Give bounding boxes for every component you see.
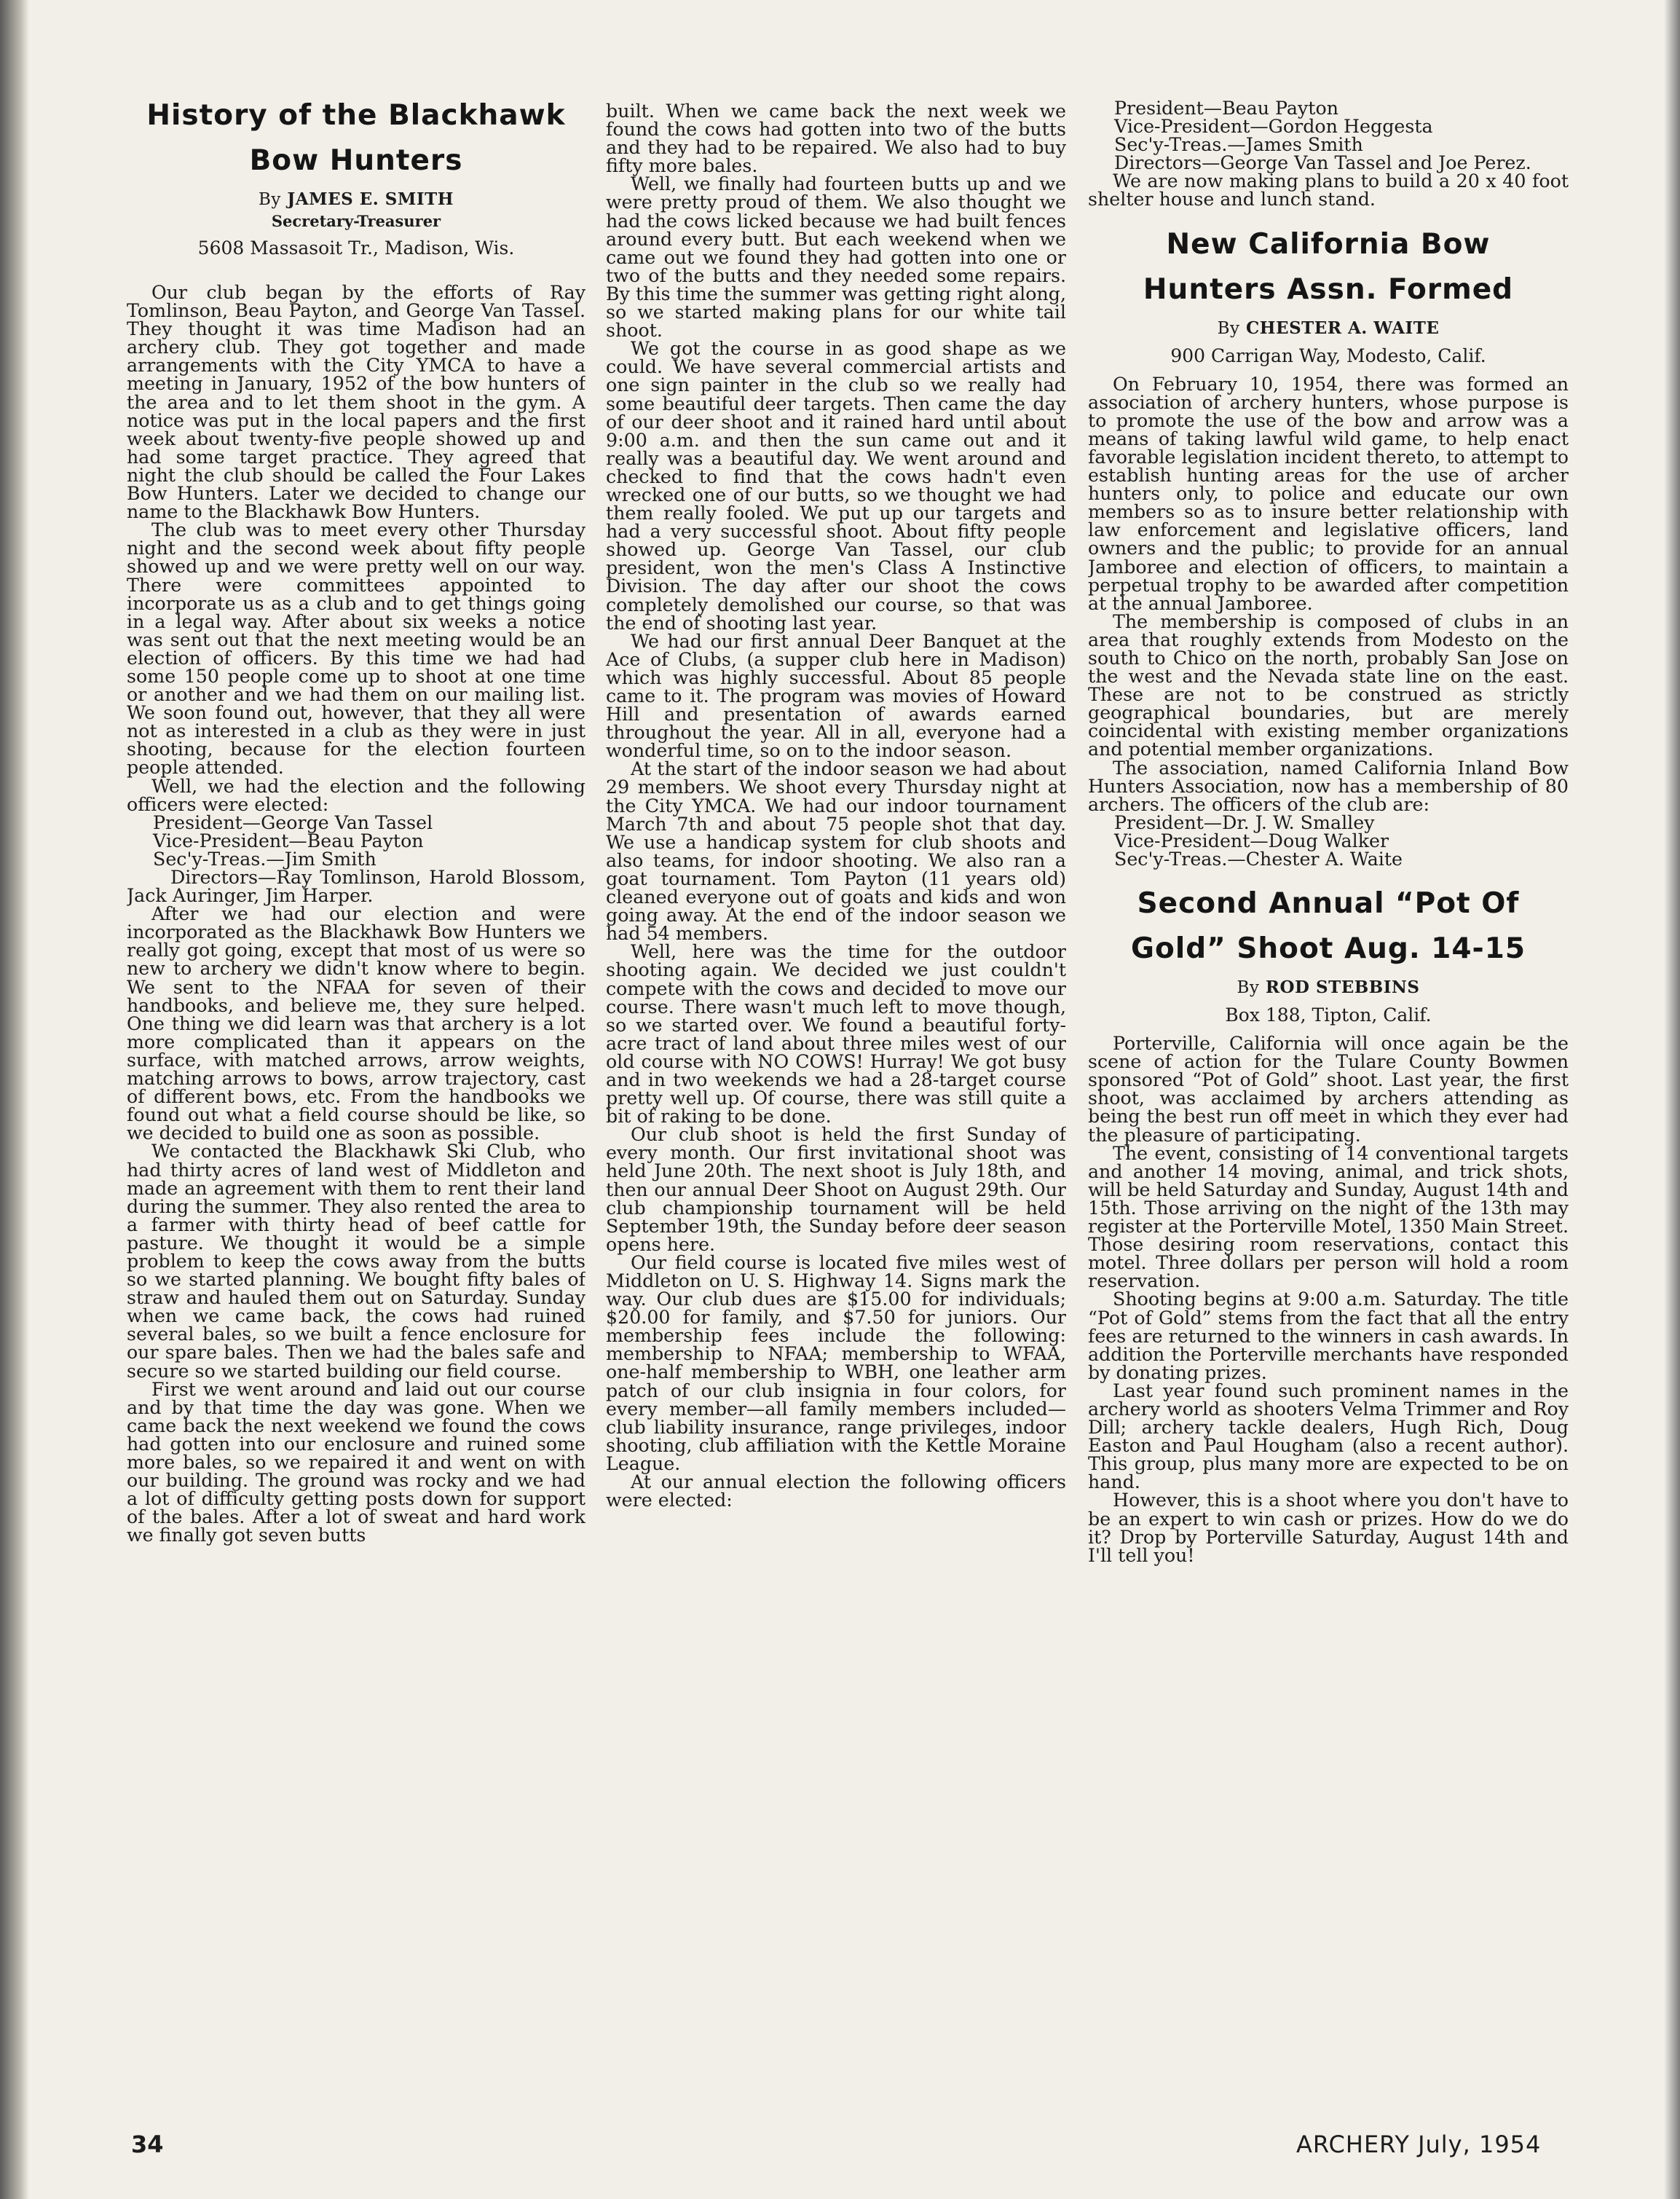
- article-1-address: 5608 Massasoit Tr., Madison, Wis.: [197, 237, 515, 259]
- paragraph: Well, we had the election and the following officers were elected:: [127, 775, 585, 815]
- paragraph: However, this is a shoot where you don't have to be an expert to win cash or prizes. How do we do it? Drop by Porterville Saturday, August 14th and I'll tell you!: [1088, 1490, 1569, 1566]
- article-3-author: ROD STEBBINS: [1265, 977, 1420, 998]
- paragraph: First we went around and laid out our course and by that time the day was gone. When we came back the next weekend we found the cows had gotten into our enclosure and ruined some more bales, so we repaired it and went on with our building. The ground was rocky and we had a lot of difficulty getting posts down for support of the bales. After a lot of sweat and hard work we finally got seven butts: [127, 1378, 585, 1546]
- article-1-title: History of the Blackhawk Bow Hunters: [146, 99, 566, 177]
- page-number: 34: [131, 2131, 164, 2158]
- article-3-byline: [1088, 977, 1569, 997]
- paragraph: Our field course is located five miles west of Middleton on U. S. Highway 14. Signs mark the way. Our club dues are $15.00 for individuals; $20.00 for family, and $7.50 for juniors. Our membership fees include the following: membership to NFAA; membership to WFAA, one-half membership to WBH, one leather arm patch of our club insignia in four colors, for every member—all family members included—club liability insurance, range privileges, indoor shooting, club affiliation with the Kettle Moraine League.: [606, 1251, 1066, 1474]
- paragraph: The association, named California Inland Bow Hunters Association, now has a membership of 80 archers. The officers of the club are:: [1088, 757, 1569, 815]
- paragraph: We got the course in as good shape as we could. We have several commercial artists and one sign painter in the club so we really had some beautiful deer targets. Then came the day of our deer shoot and it rained hard until about 9:00 a.m. and then the sun came out and it really was a beautiful day. We went around and checked to find that the cows hadn't even wrecked one of our butts, so we thought we had them really fooled. We put up our targets and had a very successful shoot. About fifty people showed up. George Van Tassel, our club president, won the men's Class A Instinctive Division. The day after our shoot the cows completely demolished our course, so that was the end of shooting last year.: [606, 338, 1066, 634]
- paragraph: Shooting begins at 9:00 a.m. Saturday. The title “Pot of Gold” stems from the fact that all the entry fees are returned to the winners in cash awards. In addition the Porterville merchants have responded by donating prizes.: [1088, 1289, 1569, 1383]
- officer-line: President—George Van Tassel: [153, 811, 433, 833]
- page-right-edge: [1664, 0, 1680, 2199]
- paragraph: Well, here was the time for the outdoor shooting again. We decided we just couldn't compete with the cows and decided to move our course. There wasn't much left to move though, so we started over. We found a beautiful forty-acre tract of land about three miles west of our old course with NO COWS! Hurray! We got busy and in two weekends we had a 28-target course pretty well up. Of course, there was still quite a bit of raking to be done.: [606, 941, 1066, 1128]
- article-2-author: CHESTER A. WAITE: [1246, 318, 1440, 338]
- paragraph: We had our first annual Deer Banquet at the Ace of Clubs, (a supper club here in Madison) which was highly successful. About 85 people came to it. The program was movies of Howard Hill and presentation of awards earned throughout the year. All in all, everyone had a wonderful time, so on to the indoor season.: [606, 630, 1066, 762]
- paragraph: built. When we came back the next week we found the cows had gotten into two of the butts and they had to be repaired. We also had to buy fifty more bales.: [606, 102, 1066, 177]
- page-binding-edge: [0, 0, 29, 2199]
- column-3: [1088, 99, 1569, 2117]
- paragraph: We are now making plans to build a 20 x 40 foot shelter house and lunch stand.: [1088, 170, 1569, 211]
- officer-line: President—Beau Payton: [1114, 99, 1338, 119]
- article-2-address: 900 Carrigan Way, Modesto, Calif.: [1170, 345, 1486, 366]
- article-3-title: Second Annual “Pot Of Gold” Shoot Aug. 14-15: [1131, 887, 1526, 966]
- officer-line: Directors—George Van Tassel and Joe Perez.: [1114, 152, 1531, 174]
- paragraph: At our annual election the following officers were elected:: [606, 1471, 1066, 1511]
- article-1-role: Secretary-Treasurer: [271, 212, 441, 230]
- spacer: [1088, 868, 1569, 881]
- byline-prefix: By: [259, 190, 281, 209]
- paragraph: Well, we finally had fourteen butts up and we were pretty proud of them. We also thought we had the cows licked because we had built fences around every butt. But each weekend when we came out we found they had gotten into one or two of the butts and they needed some repairs. By this time the summer was getting right along, so we started making plans for our white tail shoot.: [606, 173, 1066, 342]
- paragraph: On February 10, 1954, there was formed an association of archery hunters, whose purpose is to promote the use of the bow and arrow was a means of taking lawful wild game, to help enact favorable legislation incident thereto, to attempt to establish hunting areas for the use of archer hunters only, to police and educate our own members so as to insure better relationship with law enforcement and legislative officers, land owners and the public; to provide for an annual Jamboree and election of officers, to maintain a perpetual trophy to be awarded after competition at the annual Jamboree.: [1088, 373, 1569, 614]
- officer-line: Vice-President—Beau Payton: [153, 830, 424, 851]
- byline-prefix: By: [1237, 978, 1260, 998]
- spacer: [1088, 209, 1569, 222]
- column-2: [606, 102, 1066, 2120]
- officer-line: Vice-President—Gordon Heggesta: [1114, 116, 1433, 138]
- spacer: [127, 259, 585, 283]
- article-2-byline: [1088, 318, 1569, 338]
- officer-line: Sec'y-Treas.—James Smith: [1114, 134, 1363, 156]
- paragraph: The membership is composed of clubs in an area that roughly extends from Modesto on the south to Chico on the north, probably San Jose on the west and the Nevada state line on the east. These are not to be construed as strictly geographical boundaries, but are merely coincidental with existing member organizations and potential member organizations.: [1088, 610, 1569, 760]
- article-1-author: JAMES E. SMITH: [287, 189, 454, 209]
- paragraph: The club was to meet every other Thursday night and the second week about fifty people showed up and we were pretty well on our way. There were committees appointed to incorporate us as a club and to get things going in a legal way. After about six weeks a notice was sent out that the next meeting would be an election of officers. By this time we had had some 150 people come up to shoot at one time or another and we had them on our mailing list. We soon found out, however, that they all were not as interested in a club as they were in just shooting, because for the election fourteen people attended.: [127, 519, 585, 779]
- article-3-address: Box 188, Tipton, Calif.: [1225, 1004, 1432, 1026]
- paragraph: Last year found such prominent names in the archery world as shooters Velma Trimmer and Roy Dill; archery tackle dealers, Hugh Rich, Doug Easton and Paul Hougham (also a recent author). This group, plus many more are expected to be on hand.: [1088, 1380, 1569, 1493]
- paragraph: The event, consisting of 14 conventional targets and another 14 moving, animal, and trick shots, will be held Saturday and Sunday, August 14th and 15th. Those arriving on the night of the 13th may register at the Porterville Motel, 1350 Main Street. Those desiring room reservations, contact this motel. Three dollars per person will hold a room reservation.: [1088, 1142, 1569, 1292]
- officer-line: Directors—Ray Tomlinson, Harold Blossom, Jack Auringer, Jim Harper.: [127, 867, 585, 907]
- officer-line: Vice-President—Doug Walker: [1114, 830, 1389, 851]
- officer-line: Sec'y-Treas.—Jim Smith: [153, 848, 376, 870]
- article-1-byline: [127, 189, 585, 209]
- paragraph: We contacted the Blackhawk Ski Club, who had thirty acres of land west of Middleton and made an agreement with them to rent their land during the summer. They also rented the area to a farmer with thirty head of beef cattle for pasture. We thought it would be a simple problem to keep the cows away from the butts so we started planning. We bought fifty bales of straw and hauled them out on Saturday. Sunday when we came back, the cows had ruined several bales, so we built a fence enclosure for our spare bales. Then we had the bales safe and secure so we started building our field course.: [127, 1141, 585, 1382]
- paragraph: Our club shoot is held the first Sunday of every month. Our first invitational shoot was held June 20th. The next shoot is July 18th, and then our annual Deer Shoot on August 29th. Our club championship tournament will be held September 19th, the Sunday before deer season opens here.: [606, 1124, 1066, 1255]
- officer-line: President—Dr. J. W. Smalley: [1114, 811, 1375, 833]
- officer-line: Sec'y-Treas.—Chester A. Waite: [1114, 849, 1403, 870]
- paragraph: Our club began by the efforts of Ray Tomlinson, Beau Payton, and George Van Tassel. They thought it was time Madison had an archery club. They got together and made arrangements with the City YMCA to have a meeting in January, 1952 of the bow hunters of the area and to let them shoot in the gym. A notice was put in the local papers and the first week about twenty-five people showed up and had some target practice. They agreed that night the club should be called the Four Lakes Bow Hunters. Later we decided to change our name to the Blackhawk Bow Hunters.: [127, 282, 585, 523]
- byline-prefix: By: [1217, 318, 1240, 338]
- publication-footer: ARCHERY July, 1954: [1296, 2131, 1542, 2158]
- paragraph: Porterville, California will once again be the scene of action for the Tulare County Bowmen sponsored “Pot of Gold” shoot. Last year, the first shoot, was acclaimed by archers attending as being the best run off meet in which they ever had the pleasure of participating.: [1088, 1033, 1569, 1146]
- article-2-title: New California Bow Hunters Assn. Formed: [1143, 227, 1514, 306]
- paragraph: After we had our election and were incorporated as the Blackhawk Bow Hunters we really got going, except that most of us were so new to archery we didn't know where to begin. We sent to the NFAA for seven of their handbooks, and believe me, they sure helped. One thing we did learn was that archery is a lot more complicated than it appears on the surface, with matched arrows, arrow weights, matching arrows to bows, arrow trajectory, cast of different bows, etc. From the handbooks we found out what a field course should be like, so we decided to build one as soon as possible.: [127, 903, 585, 1144]
- column-1: [127, 93, 585, 2111]
- paragraph: At the start of the indoor season we had about 29 members. We shoot every Thursday night at the City YMCA. We had our indoor tournament March 7th and about 75 people shot that day. We use a handicap system for club shoots and also teams, for indoor shooting. We also ran a goat tournament. Tom Payton (11 years old) cleaned everyone out of goats and kids and won going away. At the end of the indoor season we had 54 members.: [606, 758, 1066, 945]
